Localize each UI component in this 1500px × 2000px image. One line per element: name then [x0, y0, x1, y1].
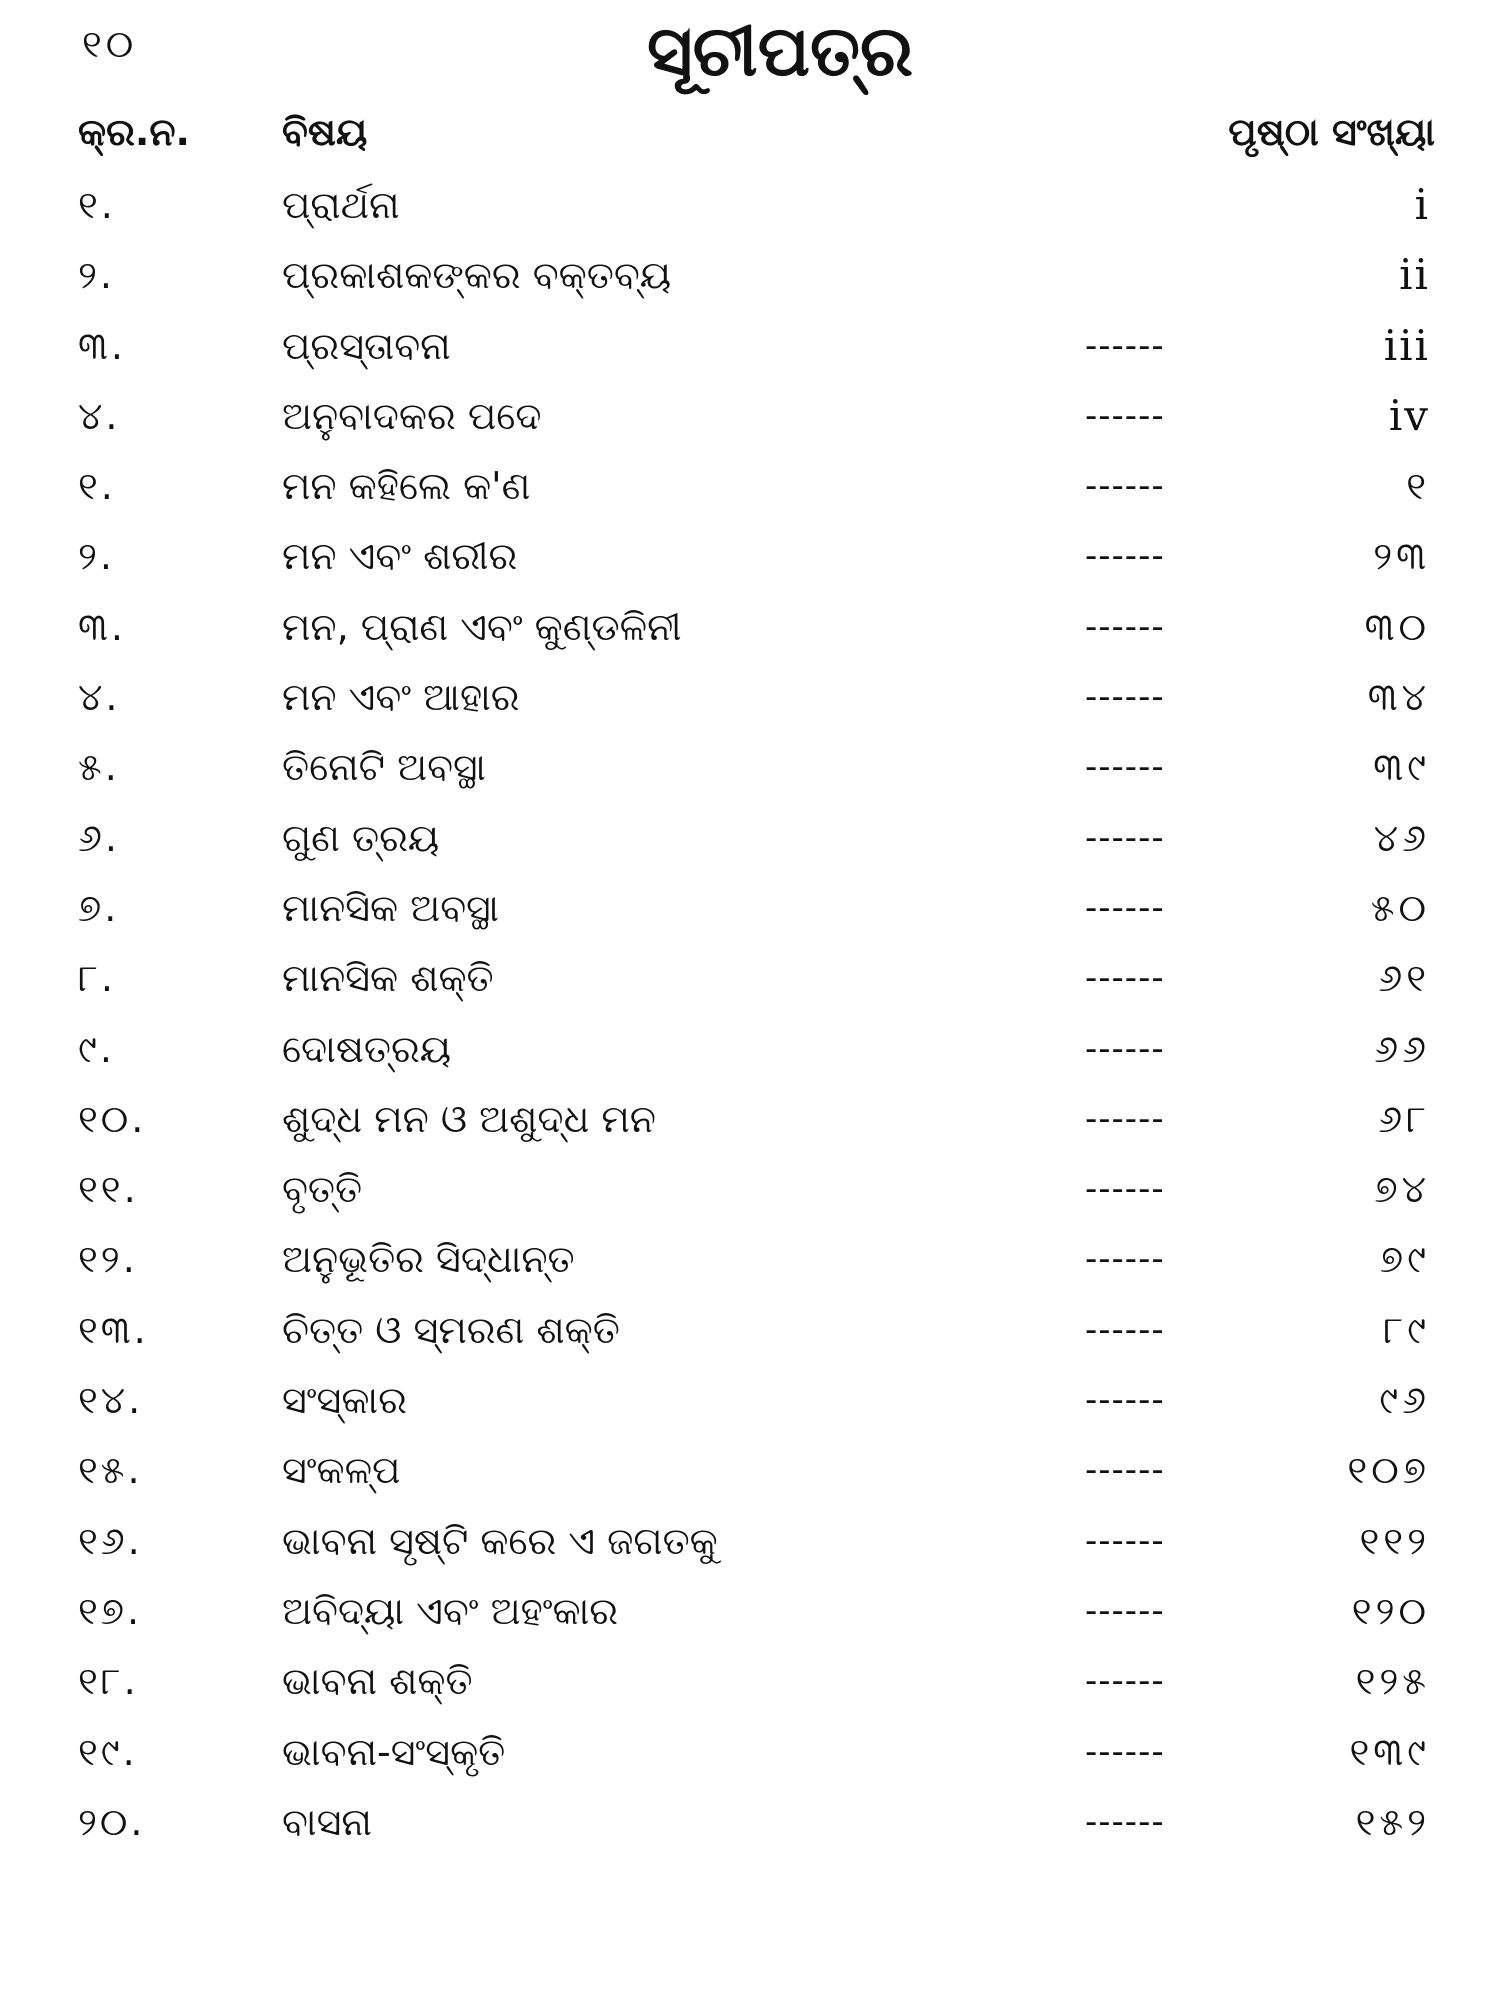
header-subject: ବିଷୟ [282, 110, 368, 154]
toc-entry [0, 521, 1500, 591]
toc-entry [0, 1224, 1500, 1294]
entry-leader: ------ [1085, 1380, 1165, 1421]
entry-leader: ------ [1085, 1801, 1165, 1842]
entry-page: ୬୮ [1378, 1096, 1430, 1141]
toc-entry [0, 873, 1500, 943]
toc-entry [0, 1014, 1500, 1084]
entry-leader: ------ [1085, 958, 1165, 999]
entry-subject: ମାନସିକ ଅବସ୍ଥା [282, 885, 499, 930]
entry-leader: ------ [1085, 677, 1165, 718]
entry-subject: ପ୍ରାର୍ଥନା [282, 183, 400, 227]
entry-page: ୧୩୯ [1349, 1729, 1430, 1774]
entry-leader: ------ [1085, 1520, 1165, 1561]
toc-entry [0, 1365, 1500, 1435]
toc-entry [0, 451, 1500, 521]
entry-subject: ପ୍ରସ୍ତାବନା [282, 323, 451, 368]
entry-leader: ------ [1085, 1098, 1165, 1139]
entry-subject: ମନ ଏବଂ ଶରୀର [282, 534, 518, 579]
entry-subject: ମନ, ପ୍ରାଣ ଏବଂ କୁଣ୍ଡଳିନୀ [282, 604, 682, 649]
entry-subject: ବାସନା [282, 1799, 372, 1844]
entry-leader: ------ [1085, 1450, 1165, 1491]
toc-list [0, 170, 1500, 1857]
entry-number: ୧୪. [78, 1378, 144, 1423]
entry-number: ୨. [78, 534, 116, 579]
entry-number: ୧. [78, 183, 116, 227]
entry-number: ୧୫. [78, 1448, 143, 1493]
entry-number: ୨୦. [78, 1799, 146, 1844]
entry-subject: ଶୁଦ୍ଧ ମନ ଓ ଅଶୁଦ୍ଧ ମନ [282, 1096, 656, 1141]
entry-number: ୧୭. [78, 1588, 143, 1633]
entry-leader: ------ [1085, 466, 1165, 507]
entry-number: ୭. [78, 885, 120, 930]
entry-number: ୪. [78, 675, 121, 720]
entry-page: iii [1383, 320, 1430, 370]
entry-page: ୧୨୫ [1355, 1659, 1430, 1704]
entry-subject: ମନ କହିଲେ କ'ଣ [282, 464, 531, 509]
entry-number: ୧୧. [78, 1167, 139, 1212]
entry-number: ୨. [78, 253, 116, 298]
entry-leader: ------ [1085, 395, 1165, 436]
entry-number: ୧୯. [78, 1729, 138, 1774]
entry-leader: ------ [1085, 606, 1165, 647]
toc-entry [0, 803, 1500, 873]
entry-page: ୬୧ [1378, 956, 1430, 1001]
entry-subject: ମନ ଏବଂ ଆହାର [282, 675, 520, 720]
entry-subject: ପ୍ରକାଶକଙ୍କର ବକ୍ତବ୍ୟ [282, 253, 672, 298]
toc-entry [0, 1717, 1500, 1787]
toc-entry [0, 592, 1500, 662]
entry-page: ୧୦୭ [1347, 1448, 1430, 1493]
entry-leader: ------ [1085, 1590, 1165, 1631]
entry-number: ୧୮. [78, 1659, 139, 1704]
entry-leader: ------ [1085, 1239, 1165, 1280]
entry-page: i [1414, 180, 1430, 229]
entry-page: iv [1388, 390, 1430, 440]
entry-leader: ------ [1085, 747, 1165, 788]
entry-number: ୧୩. [78, 1307, 149, 1352]
entry-leader: ------ [1085, 817, 1165, 858]
entry-subject: ଚିତ୍ତ ଓ ସ୍ମରଣ ଶକ୍ତି [282, 1307, 620, 1352]
entry-number: ୬. [78, 815, 120, 860]
entry-page: ୬୬ [1374, 1026, 1430, 1071]
entry-page: ୨୩ [1373, 534, 1430, 579]
toc-entry [0, 1435, 1500, 1505]
header-page: ପୃଷ୍ଠା ସଂଖ୍ୟା [1228, 110, 1435, 154]
entry-subject: ସଂସ୍କାର [282, 1378, 407, 1423]
toc-entry [0, 170, 1500, 240]
entry-subject: ତିନୋଟି ଅବସ୍ଥା [282, 745, 486, 790]
entry-subject: ଅନୁଭୂତିର ସିଦ୍ଧାନ୍ତ [282, 1237, 575, 1282]
page-number: ୧୦ [82, 22, 138, 66]
toc-entry [0, 1154, 1500, 1224]
entry-leader: ------ [1085, 536, 1165, 577]
toc-entry [0, 732, 1500, 802]
entry-leader: ------ [1085, 325, 1165, 366]
entry-page: ୩୯ [1373, 745, 1430, 790]
entry-page: ୪୬ [1373, 815, 1430, 860]
toc-entry [0, 311, 1500, 381]
entry-page: ୮୯ [1383, 1307, 1430, 1352]
toc-entry [0, 1576, 1500, 1646]
toc-entry [0, 240, 1500, 310]
toc-header [0, 110, 1500, 170]
entry-number: ୫. [78, 745, 120, 790]
entry-subject: ଦୋଷତ୍ରୟ [282, 1026, 452, 1071]
entry-leader: ------ [1085, 1309, 1165, 1350]
toc-entry [0, 662, 1500, 732]
entry-page: ୭୪ [1374, 1167, 1430, 1212]
entry-subject: ଅନୁବାଦକର ପଦେ [282, 393, 542, 438]
entry-subject: ମାନସିକ ଶକ୍ତି [282, 956, 494, 1001]
entry-page: ୧୨୦ [1351, 1588, 1430, 1633]
page-title: ସୂଚୀପତ୍ର [647, 10, 913, 92]
entry-number: ୧୬. [78, 1518, 143, 1563]
entry-page: ୩୦ [1364, 604, 1430, 649]
entry-page: ୭୯ [1379, 1237, 1430, 1282]
toc-entry [0, 943, 1500, 1013]
toc-entry [0, 1787, 1500, 1857]
entry-number: ୩. [78, 323, 126, 368]
entry-leader: ------ [1085, 887, 1165, 928]
entry-page: ii [1399, 250, 1430, 300]
entry-number: ୪. [78, 393, 121, 438]
entry-number: ୩. [78, 604, 126, 649]
entry-number: ୯. [78, 1026, 115, 1071]
toc-entry [0, 381, 1500, 451]
entry-page: ୩୪ [1367, 675, 1430, 720]
toc-entry [0, 1506, 1500, 1576]
entry-page: ୧ [1406, 464, 1430, 509]
entry-number: ୧. [78, 464, 116, 509]
toc-entry [0, 1084, 1500, 1154]
entry-subject: ଗୁଣ ତ୍ରୟ [282, 815, 440, 860]
entry-leader: ------ [1085, 1169, 1165, 1210]
entry-number: ୮. [78, 956, 116, 1001]
entry-page: ୧୧୨ [1359, 1518, 1430, 1563]
entry-subject: ଅବିଦ୍ୟା ଏବଂ ଅହଂକାର [282, 1588, 619, 1633]
entry-subject: ଭାବନା ସୃଷ୍ଟି କରେ ଏ ଜଗତକୁ [282, 1518, 718, 1563]
toc-entry [0, 1646, 1500, 1716]
entry-number: ୧୦. [78, 1096, 147, 1141]
entry-page: ୯୬ [1379, 1378, 1430, 1423]
entry-page: ୧୫୨ [1355, 1799, 1430, 1844]
toc-entry [0, 1295, 1500, 1365]
entry-subject: ସଂକଳ୍ପ [282, 1448, 401, 1493]
entry-leader: ------ [1085, 1028, 1165, 1069]
entry-number: ୧୨. [78, 1237, 138, 1282]
entry-leader: ------ [1085, 1661, 1165, 1702]
entry-subject: ଭାବନା ଶକ୍ତି [282, 1659, 473, 1704]
entry-page: ୫୦ [1370, 885, 1430, 930]
entry-subject: ବୃତ୍ତି [282, 1167, 363, 1212]
header-serial: କ୍ର.ନ. [78, 110, 190, 154]
entry-subject: ଭାବନା-ସଂସ୍କୃତି [282, 1729, 506, 1774]
entry-leader: ------ [1085, 1731, 1165, 1772]
